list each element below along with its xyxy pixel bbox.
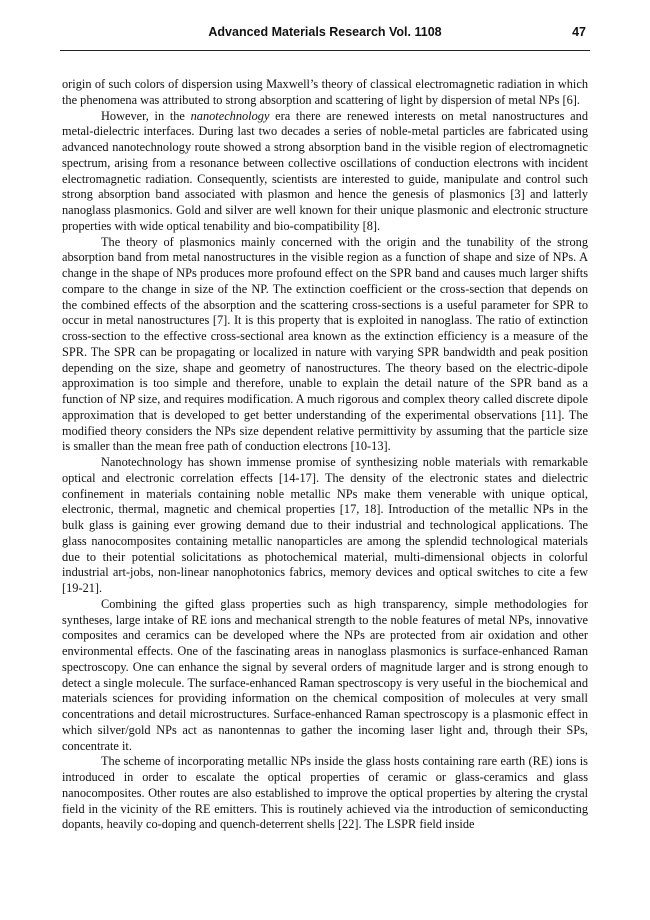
paragraph-nanotechnology-promise: Nanotechnology has shown immense promise of synthesizing noble materials with remarkable optical and electronic correlation effects [14-17]. The density of the electronic states and dielectric confinement in materials containing noble metallic NPs make them venerable with unique optical, electronic, thermal, magnetic and chemical properties [17, 18]. Introduction of the metallic NPs in the bulk glass is gaining ever growing demand due to their industrial and technological applications. The glass nanocomposites containing metallic nanoparticles are among the splendid technological materials due to their potential solicitations as photochemical material, multi-dimensional objects in colorful industrial art-jobs, non-linear nanophotonics fabrics, memory devices and optical switches to cite a few [19-21]. — [62, 455, 588, 595]
header-rule — [60, 50, 590, 51]
paragraph-continuation: origin of such colors of dispersion using Maxwell’s theory of classical electromagnetic radiation in which the phenomena was attributed to strong absorption and scattering of light by dispersion of metal NPs [6]. — [62, 77, 588, 107]
paragraph-glass-properties: Combining the gifted glass properties such as high transparency, simple methodologies for syntheses, large intake of RE ions and mechanical strength to the noble features of metal NPs, innovative composites and ceramics can be developed where the NPs are protected from air oxidation and other environmental effects. One of the fascinating areas in nanoglass plasmonics is surface-enhanced Raman spectroscopy. One can enhance the signal by several orders of magnitude larger and is strong enough to detect a single molecule. The surface-enhanced Raman spectroscopy is very useful in the biochemical and materials sciences for providing information on the chemical composition of molecules at very small concentrations and detail microstructures. Surface-enhanced Raman spectroscopy is a plasmonic effect in which silver/gold NPs act as nanontennas to gather the incoming laser light and, through their SPs, concentrate it. — [62, 596, 588, 753]
emphasis-nanotechnology: nanotechnology — [190, 108, 270, 123]
paragraph-theory-of-plasmonics: The theory of plasmonics mainly concerned with the origin and the tunability of the strong absorption band from metal nanostructures in the visible region as a function of shape and size of NPs. A change in the shape of NPs produces more profound effect on the SPR band and causes much larger shifts compare to the change in size of the NP. The extinction coefficient or the cross-section that depends on the combined effects of the absorption and the scattering cross-sections is a useful parameter for SPR to occur in metal nanostructures [7]. It is this property that is exploited in nanoglass. The ratio of extinction cross-section to the effective cross-sectional area known as the extinction efficiency is a measure of the SPR. The SPR can be propagating or localized in nature with varying SPR bandwidth and peak position depending on the size, shape and geometry of nanostructures. The theory based on the electric-dipole approximation is too simple and therefore, unable to explain the detail nature of the SPR band as a function of NP size, and requires modification. A much rigorous and complex theory called discrete dipole approximation that is developed to get better understanding of the experimental observations [11]. The modified theory considers the NPs size dependent relative permittivity by assuming that the particle size is smaller than the mean free path of conduction electrons [10-13]. — [62, 234, 588, 454]
running-header — [62, 22, 588, 44]
body-text — [62, 77, 588, 833]
paragraph-text: era there are renewed interests on metal nanostructures and metal-dielectric interfaces. During last two decades a series of noble-metal particles are fabricated using advanced nanotechnology route showed a strong absorption band in the visible region of electromagnetic spectrum, arising from a resonance between collective oscillations of conduction electrons with incident electromagnetic radiation. Consequently, scientists are interested to guide, manipulate and control such strong absorption band associated with plasmon and hence the genesis of plasmonics [3] and latterly nanoglass plasmonics. Gold and silver are well known for their unique plasmonic and electronic structure properties with wide optical tenability and bio-compatibility [8]. — [62, 108, 588, 233]
paragraph-nanotechnology-era — [62, 109, 588, 235]
journal-title: Advanced Materials Research Vol. 1108 — [208, 25, 442, 39]
paragraph-text: However, in the — [101, 108, 191, 123]
paragraph-rare-earth-scheme: The scheme of incorporating metallic NPs inside the glass hosts containing rare earth (RE) ions is introduced in order to escalate the optical properties of ceramic or glass-ceramics and glass nanocomposites. Other routes are also established to improve the optical properties by altering the crystal field in the vicinity of the RE emitters. This is routinely achieved via the introduction of semiconducting dopants, heavily co-doping and quench-deterrent shells [22]. The LSPR field inside — [62, 754, 588, 832]
page-number: 47 — [572, 25, 586, 39]
